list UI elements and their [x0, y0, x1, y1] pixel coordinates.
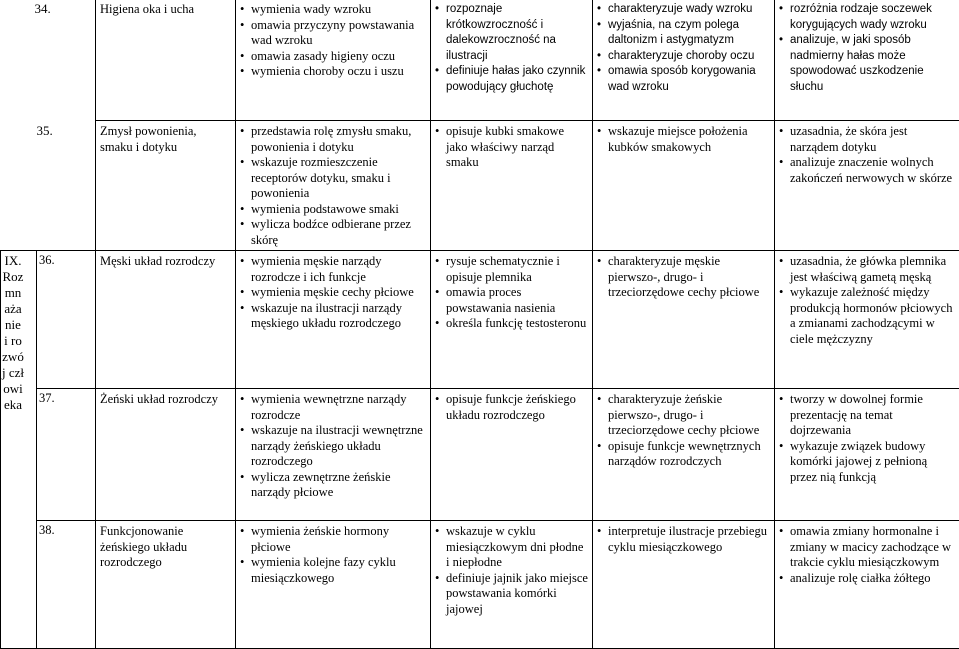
list-item: • charakteryzuje męskie pierwszo-, drugo- i trzeciorzędowe cechy płciowe — [597, 254, 770, 301]
list-item: • rozpoznaje krótkowzroczność i dalekowzroczność na ilustracji — [435, 2, 588, 64]
bullet-list — [779, 2, 955, 95]
requirement-level-2 — [431, 0, 593, 121]
requirement-level-1 — [236, 389, 431, 521]
list-item: • wykazuje związek budowy komórki jajowej z pełnioną przez nią funkcją — [779, 439, 955, 486]
list-item: • wskazuje na ilustracji wewnętrzne narządy żeńskiego układu rozrodczego — [240, 423, 426, 470]
bullet-list — [435, 124, 588, 171]
bullet-list — [240, 254, 426, 332]
bullet-list — [240, 2, 426, 80]
requirement-level-2 — [431, 389, 593, 521]
bullet-list — [597, 254, 770, 301]
list-item: • wyjaśnia, na czym polega daltonizm i astygmatyzm — [597, 18, 770, 49]
section-label — [1, 251, 37, 649]
list-item: • wymienia żeńskie hormony płciowe — [240, 524, 426, 555]
list-item: • wskazuje na ilustracji narządy męskiego układu rozrodczego — [240, 301, 426, 332]
requirement-level-4 — [775, 0, 959, 121]
bullet-list — [779, 524, 955, 586]
requirement-level-4 — [775, 251, 959, 389]
section-title: IX. Rozmnażanie i rozwój człowieka — [2, 253, 24, 413]
lesson-topic: Zmysł powonienia, smaku i dotyku — [96, 121, 236, 251]
list-item: • analizuje znaczenie wolnych zakończeń nerwowych w skórze — [779, 155, 955, 186]
row-number: 36. — [37, 251, 96, 389]
list-item: • wymienia wewnętrzne narządy rozrodcze — [240, 392, 426, 423]
bullet-list — [597, 524, 770, 555]
list-item: • omawia przyczyny powstawania wad wzroku — [240, 18, 426, 49]
row-number: 34. — [2, 1, 95, 17]
table-row — [1, 389, 959, 521]
list-item: • charakteryzuje choroby oczu — [597, 49, 770, 65]
list-item: • omawia zmiany hormonalne i zmiany w macicy zachodzące w trakcie cyklu miesiączkowym — [779, 524, 955, 571]
list-item: • wymienia choroby oczu i uszu — [240, 64, 426, 80]
list-item: • opisuje funkcje wewnętrznych narządów rozrodczych — [597, 439, 770, 470]
list-item: • wskazuje miejsce położenia kubków smakowych — [597, 124, 770, 155]
lesson-topic: Męski układ rozrodczy — [96, 251, 236, 389]
list-item: • wymienia podstawowe smaki — [240, 202, 426, 218]
row-number: 35. — [2, 123, 95, 139]
list-item: • analizuje, w jaki sposób nadmierny hałas może spowodować uszkodzenie słuchu — [779, 33, 955, 95]
list-item: • rysuje schematycznie i opisuje plemnika — [435, 254, 588, 285]
list-item: • wykazuje zależność między produkcją hormonów płciowych a zmianami zachodzącymi w ciele mężczyzny — [779, 285, 955, 347]
list-item: • wskazuje rozmieszczenie receptorów dotyku, smaku i powonienia — [240, 155, 426, 202]
list-item: • wymienia męskie cechy płciowe — [240, 285, 426, 301]
bullet-list — [435, 2, 588, 95]
list-item: • charakteryzuje żeńskie pierwszo-, drugo- i trzeciorzędowe cechy płciowe — [597, 392, 770, 439]
requirement-level-1 — [236, 0, 431, 121]
lesson-topic: Higiena oka i ucha — [96, 0, 236, 121]
list-item: • omawia zasady higieny oczu — [240, 49, 426, 65]
requirement-level-2 — [431, 521, 593, 649]
list-item: • tworzy w dowolnej formie prezentację na temat dojrzewania — [779, 392, 955, 439]
lesson-topic: Funkcjonowanie żeńskiego układu rozrodczego — [96, 521, 236, 649]
bullet-list — [435, 524, 588, 617]
bullet-list — [779, 392, 955, 485]
list-item: • przedstawia rolę zmysłu smaku, powonienia i dotyku — [240, 124, 426, 155]
list-item: • definiuje jajnik jako miejsce powstawania komórki jajowej — [435, 571, 588, 618]
list-item: • wymienia męskie narządy rozrodcze i ich funkcje — [240, 254, 426, 285]
bullet-list — [779, 254, 955, 347]
list-item: • określa funkcję testosteronu — [435, 316, 588, 332]
list-item: • rozróżnia rodzaje soczewek korygujących wady wzroku — [779, 2, 955, 33]
requirement-level-3 — [593, 0, 775, 121]
list-item: • definiuje hałas jako czynnik powodujący głuchotę — [435, 64, 588, 95]
requirement-level-3 — [593, 121, 775, 251]
list-item: • omawia sposób korygowania wad wzroku — [597, 64, 770, 95]
requirement-level-3 — [593, 521, 775, 649]
requirement-level-2 — [431, 121, 593, 251]
list-item: • wymienia wady wzroku — [240, 2, 426, 18]
requirement-level-4 — [775, 389, 959, 521]
row-number: 38. — [37, 521, 96, 649]
bullet-list — [435, 392, 588, 423]
table-row — [1, 521, 959, 649]
list-item: • uzasadnia, że główka plemnika jest właściwą gametą męską — [779, 254, 955, 285]
bullet-list — [779, 124, 955, 186]
bullet-list — [597, 2, 770, 95]
requirement-level-3 — [593, 389, 775, 521]
bullet-list — [435, 254, 588, 332]
list-item: • omawia proces powstawania nasienia — [435, 285, 588, 316]
lesson-topic: Żeński układ rozrodczy — [96, 389, 236, 521]
list-item: • opisuje kubki smakowe jako właściwy narząd smaku — [435, 124, 588, 171]
list-item: • opisuje funkcje żeńskiego układu rozrodczego — [435, 392, 588, 423]
list-item: • wylicza bodźce odbierane przez skórę — [240, 217, 426, 248]
bullet-list — [597, 392, 770, 470]
list-item: • wylicza zewnętrzne żeńskie narządy płciowe — [240, 470, 426, 501]
requirement-level-4 — [775, 121, 959, 251]
bullet-list — [240, 392, 426, 501]
bullet-list — [240, 124, 426, 248]
bullet-list — [597, 124, 770, 155]
requirement-level-1 — [236, 521, 431, 649]
bullet-list — [240, 524, 426, 586]
requirement-level-4 — [775, 521, 959, 649]
table-row — [1, 251, 959, 389]
list-item: • uzasadnia, że skóra jest narządem dotyku — [779, 124, 955, 155]
section-cell-empty — [1, 121, 96, 251]
section-cell-empty — [1, 0, 96, 121]
requirement-level-2 — [431, 251, 593, 389]
list-item: • analizuje rolę ciałka żółtego — [779, 571, 955, 587]
row-number: 37. — [37, 389, 96, 521]
requirement-level-1 — [236, 121, 431, 251]
list-item: • charakteryzuje wady wzroku — [597, 2, 770, 18]
requirement-level-1 — [236, 251, 431, 389]
requirement-level-3 — [593, 251, 775, 389]
list-item: • wskazuje w cyklu miesiączkowym dni płodne i niepłodne — [435, 524, 588, 571]
list-item: • wymienia kolejne fazy cyklu miesiączkowego — [240, 555, 426, 586]
table-row — [1, 0, 959, 121]
list-item: • interpretuje ilustracje przebiegu cyklu miesiączkowego — [597, 524, 770, 555]
table-row — [1, 121, 959, 251]
